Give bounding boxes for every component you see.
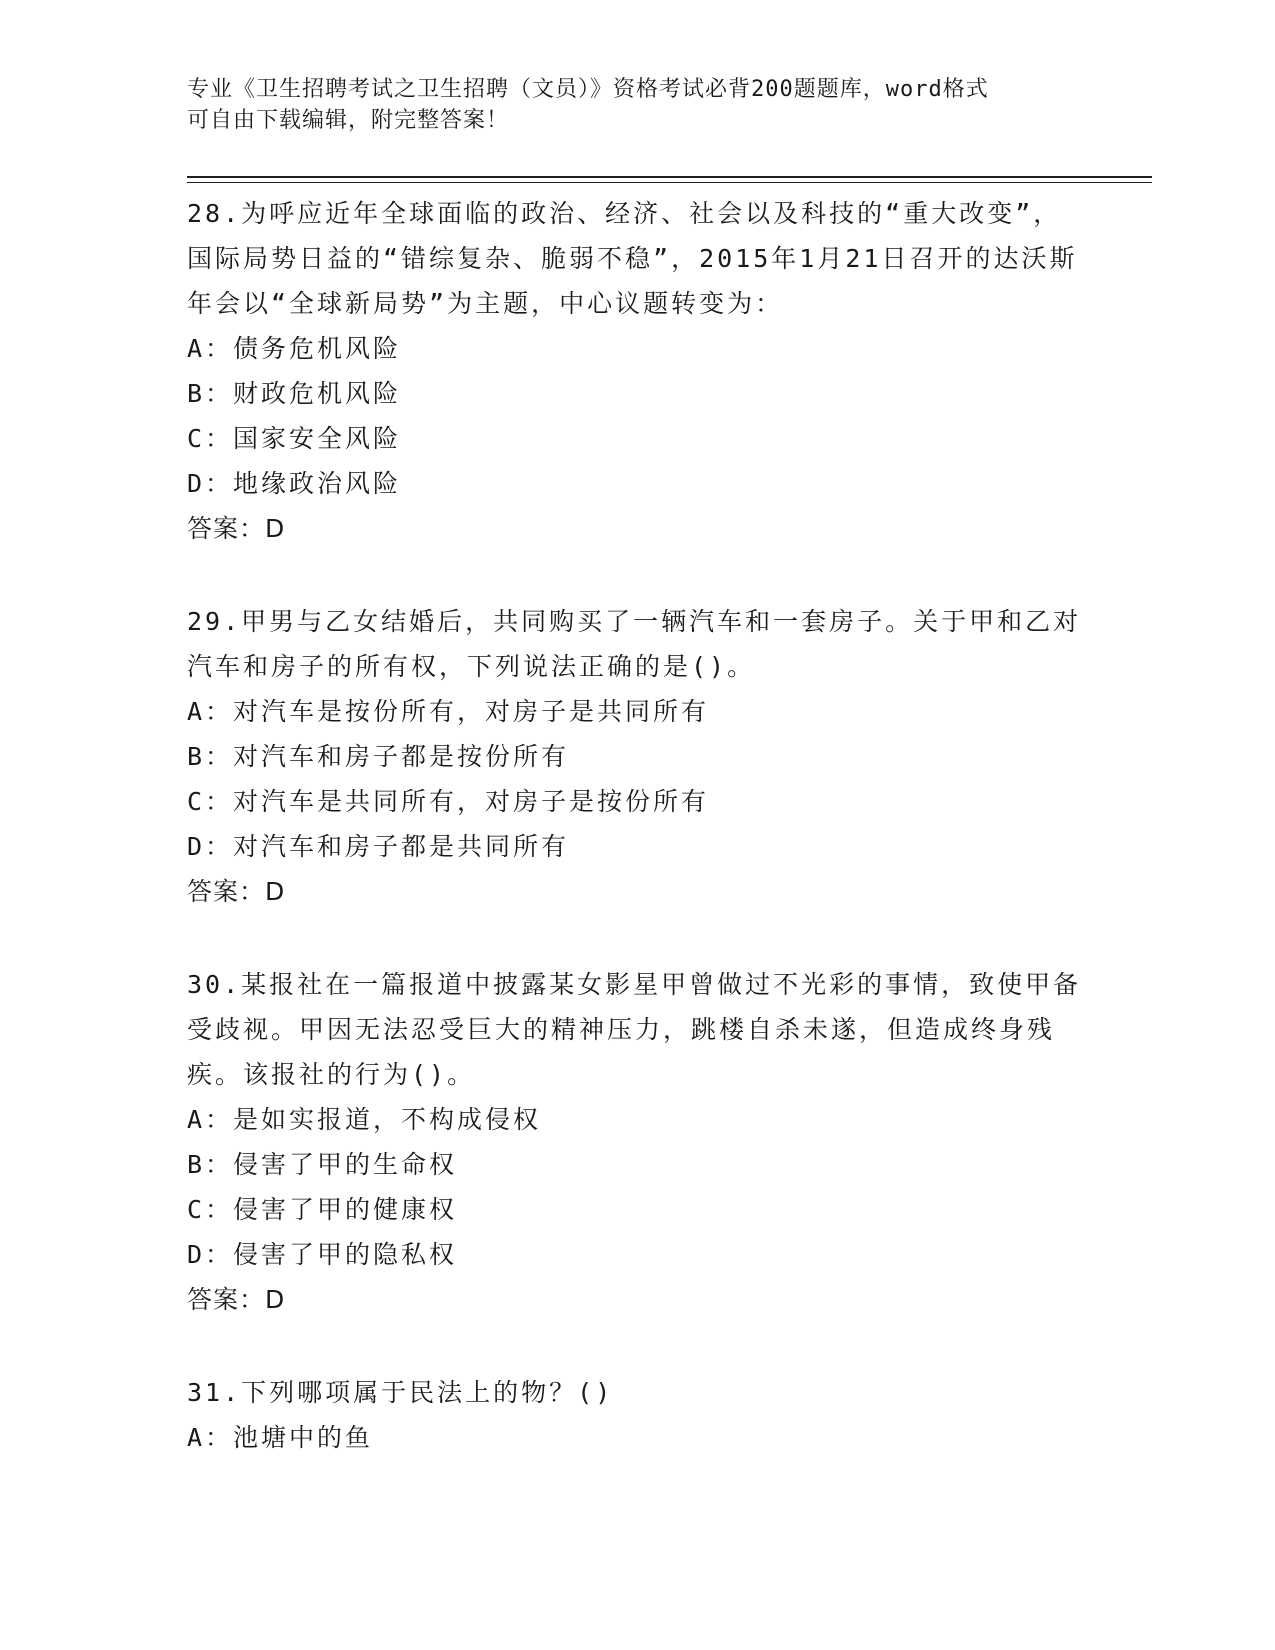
option-b: B：对汽车和房子都是按份所有 [187, 742, 570, 771]
question-stem: 31.下列哪项属于民法上的物？() [187, 1378, 614, 1407]
document-header [187, 74, 1087, 136]
option-a: A：池塘中的鱼 [187, 1423, 374, 1452]
question-list [187, 191, 1087, 1460]
question-30 [187, 962, 1087, 1322]
answer-line: 答案：D [187, 877, 286, 906]
option-d: D：侵害了甲的隐私权 [187, 1240, 458, 1269]
option-a: A：对汽车是按份所有，对房子是共同所有 [187, 697, 710, 726]
option-d: D：地缘政治风险 [187, 469, 402, 498]
answer-line: 答案：D [187, 1285, 286, 1314]
header-rule-thick [187, 176, 1152, 178]
option-b: B：财政危机风险 [187, 379, 402, 408]
question-stem: 28.为呼应近年全球面临的政治、经济、社会以及科技的“重大改变”，国际局势日益的“错综复杂、脆弱不稳”，2015年1月21日召开的达沃斯年会以“全球新局势”为主题，中心议题转变为： [187, 199, 1078, 318]
option-b: B：侵害了甲的生命权 [187, 1150, 458, 1179]
option-c: C：国家安全风险 [187, 424, 402, 453]
question-28 [187, 191, 1087, 551]
option-a: A：是如实报道，不构成侵权 [187, 1105, 542, 1134]
question-stem: 29.甲男与乙女结婚后，共同购买了一辆汽车和一套房子。关于甲和乙对汽车和房子的所有权，下列说法正确的是()。 [187, 607, 1082, 681]
header-line-2: 可自由下载编辑，附完整答案！ [187, 108, 510, 133]
option-a: A：债务危机风险 [187, 334, 402, 363]
header-line-1: 专业《卫生招聘考试之卫生招聘（文员）》资格考试必背200题题库，word格式 [187, 77, 989, 102]
header-rule-thin [187, 182, 1152, 183]
question-29 [187, 599, 1087, 914]
question-stem: 30.某报社在一篇报道中披露某女影星甲曾做过不光彩的事情，致使甲备受歧视。甲因无法忍受巨大的精神压力，跳楼自杀未遂，但造成终身残疾。该报社的行为()。 [187, 970, 1082, 1089]
option-c: C：对汽车是共同所有，对房子是按份所有 [187, 787, 710, 816]
answer-line: 答案：D [187, 514, 286, 543]
option-c: C：侵害了甲的健康权 [187, 1195, 458, 1224]
question-31 [187, 1370, 1087, 1460]
option-d: D：对汽车和房子都是共同所有 [187, 832, 570, 861]
